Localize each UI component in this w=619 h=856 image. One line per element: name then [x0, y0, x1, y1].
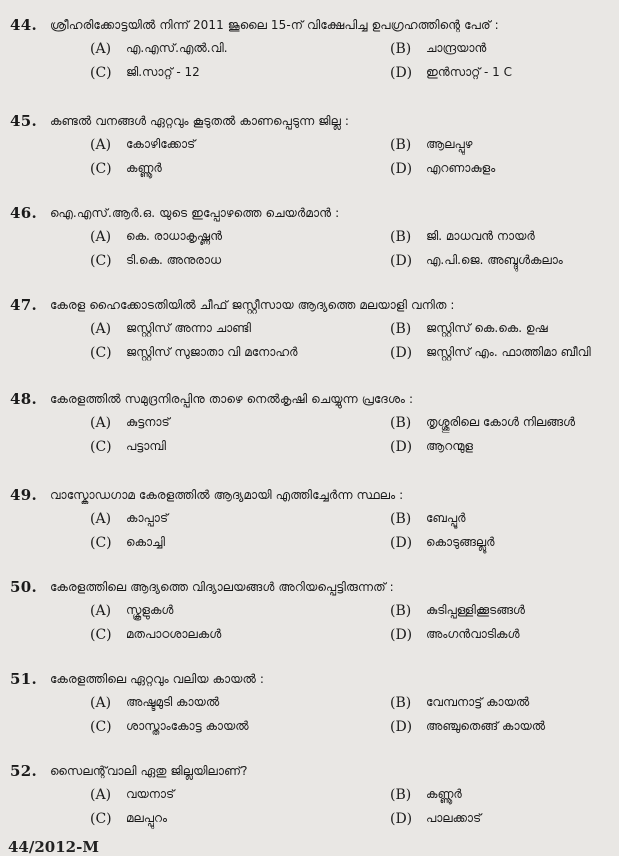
- question-number: 45.: [10, 112, 37, 130]
- option-d: (D) ആറന്മുള: [390, 438, 473, 455]
- question-number: 48.: [10, 390, 37, 408]
- option-a: (A) കാപ്പാട്: [90, 510, 169, 527]
- question-50: [0, 576, 619, 648]
- question-number: 46.: [10, 204, 37, 222]
- question-text: കേരളത്തിൽ സമുദ്രനിരപ്പിനു താഴെ നെൽകൃഷി ചെയ്യുന്ന പ്രദേശം :: [50, 392, 414, 406]
- question-47: [0, 294, 619, 366]
- option-d: (D) എറണാകുളം: [390, 160, 496, 177]
- option-b: (B) കണ്ണൂർ: [390, 786, 462, 803]
- question-52: [0, 760, 619, 832]
- question-text: ഐ.എസ്.ആർ.ഒ. യുടെ ഇപ്പോഴത്തെ ചെയർമാൻ :: [50, 206, 340, 220]
- option-b: (B) ആലപ്പുഴ: [390, 136, 473, 153]
- option-c: (C) കൊച്ചി: [90, 534, 165, 551]
- option-b: (B) കുടിപ്പള്ളിക്കൂടങ്ങൾ: [390, 602, 525, 619]
- option-d: (D) ജസ്റ്റിസ് എം. ഫാത്തിമാ ബീവി: [390, 344, 591, 361]
- question-number: 47.: [10, 296, 37, 314]
- option-c: (C) ജി.സാറ്റ് - 12: [90, 64, 200, 81]
- option-a: (A) അഷ്ടമുടി കായൽ: [90, 694, 220, 711]
- option-b: (B) ജസ്റ്റിസ് കെ.കെ. ഉഷ: [390, 320, 548, 337]
- option-c: (C) മലപ്പുറം: [90, 810, 168, 827]
- option-b: (B) വേമ്പനാട്ട് കായൽ: [390, 694, 530, 711]
- question-48: [0, 388, 619, 460]
- question-text: കേരള ഹൈക്കോടതിയിൽ ചീഫ് ജസ്റ്റീസായ ആദ്യത്തെ മലയാളി വനിത :: [50, 298, 455, 312]
- question-49: [0, 484, 619, 556]
- question-number: 51.: [10, 670, 37, 688]
- question-number: 44.: [10, 16, 37, 34]
- option-a: (A) ജസ്റ്റിസ് അന്നാ ചാണ്ടി: [90, 320, 252, 337]
- question-text: കണ്ടൽ വനങ്ങൾ ഏറ്റവും കൂടുതൽ കാണപ്പെടുന്ന ജില്ല :: [50, 114, 350, 128]
- option-d: (D) അഞ്ചുതെങ്ങ് കായൽ: [390, 718, 546, 735]
- question-text: വാസ്കോഡഗാമ കേരളത്തിൽ ആദ്യമായി എത്തിച്ചേർന്ന സ്ഥലം :: [50, 488, 404, 502]
- question-45: [0, 110, 619, 182]
- option-a: (A) കെ. രാധാകൃഷ്ണൻ: [90, 228, 223, 245]
- option-a: (A) കോഴിക്കോട്: [90, 136, 196, 153]
- question-number: 50.: [10, 578, 37, 596]
- option-d: (D) ഇൻസാറ്റ് - 1 C: [390, 64, 513, 81]
- option-a: (A) സ്കൂളുകൾ: [90, 602, 174, 619]
- question-text: സൈലന്റ്‌വാലി ഏതു ജില്ലയിലാണ്?: [50, 764, 248, 778]
- option-c: (C) ടി.കെ. അനുരാധ: [90, 252, 222, 269]
- option-b: (B) ജി. മാധവൻ നായർ: [390, 228, 535, 245]
- option-c: (C) ജസ്റ്റിസ് സുജാതാ വി മനോഹർ: [90, 344, 298, 361]
- question-text: കേരളത്തിലെ ഏറ്റവും വലിയ കായൽ :: [50, 672, 265, 686]
- option-d: (D) എ.പി.ജെ. അബ്ദുൾകലാം: [390, 252, 563, 269]
- question-46: [0, 202, 619, 274]
- option-c: (C) മതപാഠശാലകൾ: [90, 626, 222, 643]
- option-a: (A) വയനാട്: [90, 786, 175, 803]
- question-text: കേരളത്തിലെ ആദ്യത്തെ വിദ്യാലയങ്ങൾ അറിയപ്പെട്ടിരുന്നത് :: [50, 580, 394, 594]
- option-c: (C) ശാസ്താംകോട്ട കായൽ: [90, 718, 249, 735]
- option-d: (D) അംഗൻവാടികൾ: [390, 626, 520, 643]
- option-b: (B) തൃശ്ശൂരിലെ കോൾ നിലങ്ങൾ: [390, 414, 576, 431]
- option-a: (A) കുട്ടനാട്: [90, 414, 170, 431]
- option-a: (A) എ.എസ്.എൽ.വി.: [90, 40, 228, 57]
- option-c: (C) കണ്ണൂർ: [90, 160, 162, 177]
- option-c: (C) പട്ടാമ്പി: [90, 438, 166, 455]
- option-b: (B) ബേപ്പൂർ: [390, 510, 466, 527]
- option-d: (D) പാലക്കാട്: [390, 810, 482, 827]
- option-d: (D) കൊടുങ്ങല്ലൂർ: [390, 534, 495, 551]
- page-footer-code: 44/2012-M: [8, 838, 99, 856]
- question-44: [0, 14, 619, 86]
- question-text: ശ്രീഹരിക്കോട്ടയിൽ നിന്ന് 2011 ജൂലൈ 15-ന് വിക്ഷേപിച്ച ഉപഗ്രഹത്തിന്റെ പേര് :: [50, 18, 499, 32]
- option-b: (B) ചാന്ദ്രയാൻ: [390, 40, 487, 57]
- question-number: 52.: [10, 762, 37, 780]
- question-51: [0, 668, 619, 740]
- question-number: 49.: [10, 486, 37, 504]
